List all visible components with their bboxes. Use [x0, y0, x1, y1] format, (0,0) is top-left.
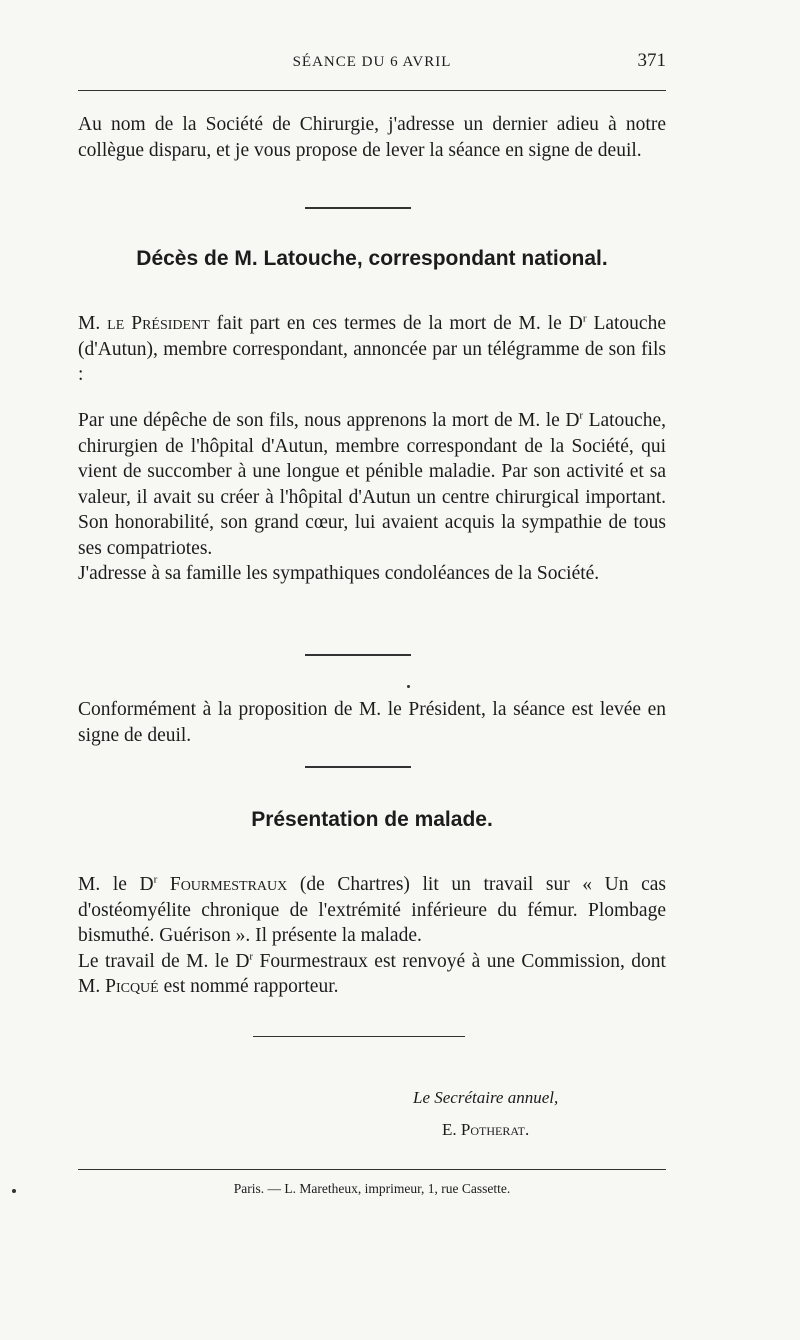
footer-rule: [78, 1169, 666, 1170]
margin-dot: [12, 1189, 16, 1193]
p2-text-a: Le travail de M. le D: [78, 950, 250, 972]
section-separator: [305, 766, 411, 768]
section-separator: [305, 654, 411, 656]
doctor-superscript: r: [579, 409, 584, 422]
rapporteur-name: Picqué: [105, 976, 159, 997]
section-heading-presentation: Présentation de malade.: [251, 808, 493, 831]
president-announcement: [78, 311, 666, 388]
header-rule: [78, 90, 666, 91]
p2-text-b: Fourmestraux est renvoyé à une Commission, dont M.: [78, 950, 666, 997]
doctor-superscript: r: [153, 873, 158, 886]
signature-name: E. Potherat.: [442, 1120, 530, 1139]
quote-text-a: Par une dépêche de son fils, nous apprenons la mort de M. le D: [78, 410, 580, 431]
quote-text-c: J'adresse à sa famille les sympathiques condoléances de la Société.: [78, 563, 600, 584]
ink-speck: [407, 685, 410, 688]
quote-paragraph: [78, 408, 666, 587]
page-number: 371: [637, 50, 666, 71]
announcement-text-b: Latouche (d'Autun), membre correspondant, annoncée par un télégramme de son fils :: [78, 313, 666, 385]
header-title: SÉANCE DU 6 AVRIL: [292, 54, 452, 70]
quote-text-b: Latouche, chirurgien de l'hôpital d'Autun, membre correspondant de la Société, qui vient de succomber à une longue et pénible maladie. Par son activité et sa valeur, il avait su créer à l'hôpital d'Autun un centre chirurgical important. Son honorabilité, son grand cœur, lui avaient acquis la sympathie de tous ses compatriotes.: [78, 410, 666, 559]
signature-role: Le Secrétaire annuel,: [413, 1088, 559, 1107]
running-header: [78, 50, 666, 78]
presentation-paragraph: [78, 872, 666, 1000]
p1-text-a: M. le D: [78, 874, 154, 895]
closing-rule: [253, 1036, 465, 1037]
doctor-superscript: r: [249, 950, 254, 962]
section-separator: [305, 207, 411, 209]
p2-text-c: est nommé rapporteur.: [158, 976, 339, 997]
doctor-superscript: r: [582, 312, 587, 325]
closing-paragraph: Conformément à la proposition de M. le Président, la séance est levée en signe de deuil.: [78, 699, 666, 746]
p1-text-b: (de Chartres) lit un travail sur « Un cas d'ostéomyélite chronique de l'extrémité inférieure du fémur. Plombage bismuthé. Guérison ». Il présente la malade.: [78, 874, 666, 946]
intro-paragraph: Au nom de la Société de Chirurgie, j'adresse un dernier adieu à notre collègue disparu, et je vous propose de lever la séance en signe de deuil.: [78, 114, 666, 161]
president-label: M. le Président: [78, 313, 210, 334]
author-name: Fourmestraux: [157, 874, 288, 895]
announcement-text-a: fait part en ces termes de la mort de M. le D: [209, 313, 583, 334]
section-heading-deces: Décès de M. Latouche, correspondant national.: [136, 247, 608, 270]
printer-footer: Paris. — L. Maretheux, imprimeur, 1, rue Cassette.: [233, 1181, 511, 1196]
